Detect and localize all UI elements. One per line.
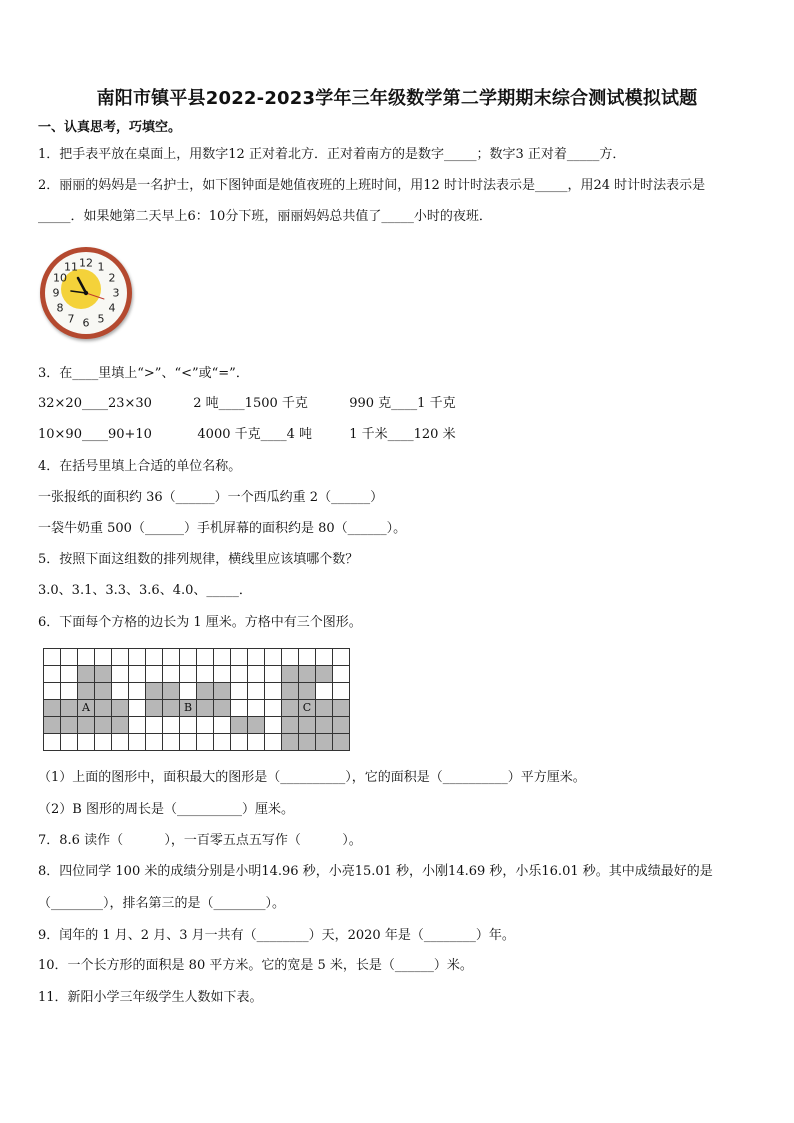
- grid-cell: [197, 666, 214, 683]
- clock-number: 12: [79, 256, 93, 270]
- grid-cell: [333, 717, 350, 734]
- grid-cell: [248, 649, 265, 666]
- grid-cell: [265, 666, 282, 683]
- grid-cell: [197, 649, 214, 666]
- clock-number: 11: [64, 260, 78, 274]
- grid-cell: [163, 734, 180, 751]
- grid-cell: [333, 683, 350, 700]
- grid-cell: [44, 700, 61, 717]
- clock-number: 6: [82, 316, 90, 330]
- grid-cell: [231, 717, 248, 734]
- grid-cell: [282, 649, 299, 666]
- question-6-part2: （2）B 图形的周长是（__________）厘米。: [38, 802, 294, 817]
- question-5-sequence: 3.0、3.1、3.3、3.6、4.0、_____．: [38, 583, 252, 598]
- grid-cell: [265, 683, 282, 700]
- grid-cell: [316, 649, 333, 666]
- question-2-cont: _____．如果她第二天早上6：10分下班，丽丽妈妈总共值了_____小时的夜班．: [38, 209, 492, 224]
- question-4-row1: 一张报纸的面积约 36（______）一个西瓜约重 2（______）: [38, 490, 384, 505]
- grid-cell: [95, 700, 112, 717]
- grid-cell: [129, 734, 146, 751]
- clock-number: 8: [56, 301, 64, 315]
- grid-cell: [44, 649, 61, 666]
- grid-cell: [78, 649, 95, 666]
- grid-cell: [214, 666, 231, 683]
- grid-cell: [265, 734, 282, 751]
- grid-cell: [146, 700, 163, 717]
- grid-cell: [78, 717, 95, 734]
- question-3-row2: 10×90____90+10 4000 千克____4 吨 1 千米____120 米: [38, 427, 456, 442]
- clock-number: 2: [108, 271, 116, 285]
- grid-cell: [61, 700, 78, 717]
- shape-label-c: C: [299, 700, 316, 717]
- grid-cell: [95, 666, 112, 683]
- grid-cell: [248, 666, 265, 683]
- question-2: 2．丽丽的妈妈是一名护士，如下图钟面是她值夜班的上班时间，用12 时计时法表示是_____，用24 时计时法表示是: [38, 178, 706, 193]
- grid-cell: [316, 734, 333, 751]
- grid-cell: [112, 734, 129, 751]
- grid-cell: [231, 666, 248, 683]
- question-11: 11．新阳小学三年级学生人数如下表。: [38, 990, 263, 1005]
- grid-cell: [299, 717, 316, 734]
- clock-number: 1: [97, 260, 105, 274]
- grid-cell: [265, 717, 282, 734]
- grid-cell: [316, 717, 333, 734]
- grid-cell: [61, 649, 78, 666]
- grid-cell: [61, 666, 78, 683]
- question-3-row1: 32×20____23×30 2 吨____1500 千克 990 克____1 千克: [38, 396, 456, 411]
- grid-cell: [231, 649, 248, 666]
- grid-cell: [248, 700, 265, 717]
- question-5: 5．按照下面这组数的排列规律，横线里应该填哪个数？: [38, 552, 359, 567]
- grid-cell: [231, 683, 248, 700]
- grid-cell: [129, 683, 146, 700]
- grid-cell: [282, 683, 299, 700]
- grid-cell: [231, 734, 248, 751]
- section-heading: 一、认真思考，巧填空。: [38, 120, 182, 135]
- grid-cell: [146, 649, 163, 666]
- question-8: 8．四位同学 100 米的成绩分别是小明14.96 秒，小亮15.01 秒，小刚14.69 秒，小乐16.01 秒。其中成绩最好的是: [38, 864, 713, 879]
- grid-cell: [180, 649, 197, 666]
- grid-cell: [231, 700, 248, 717]
- grid-cell: [180, 683, 197, 700]
- question-6: 6．下面每个方格的边长为 1 厘米。方格中有三个图形。: [38, 615, 362, 630]
- grid-cell: [112, 700, 129, 717]
- clock-number: 4: [108, 301, 116, 315]
- grid-cell: [112, 666, 129, 683]
- grid-cell: [333, 666, 350, 683]
- grid-cell: [146, 734, 163, 751]
- question-4: 4．在括号里填上合适的单位名称。: [38, 459, 242, 474]
- grid-cell: [78, 666, 95, 683]
- question-8-cont: （________），排名第三的是（________）。: [38, 896, 286, 911]
- clock-number: 5: [97, 312, 105, 326]
- grid-cell: [333, 649, 350, 666]
- grid-cell: [197, 683, 214, 700]
- grid-cell: [197, 700, 214, 717]
- grid-cell: [214, 734, 231, 751]
- grid-cell: [61, 717, 78, 734]
- clock-hands: [40, 247, 132, 339]
- grid-cell: [44, 734, 61, 751]
- question-1: 1．把手表平放在桌面上，用数字12 正对着北方．正对着南方的是数字_____；数字3 正对着_____方．: [38, 147, 626, 162]
- grid-cell: [282, 717, 299, 734]
- grid-cell: [333, 700, 350, 717]
- grid-cell: [163, 683, 180, 700]
- grid-cell: [78, 734, 95, 751]
- grid-cell: [44, 717, 61, 734]
- grid-cell: [112, 717, 129, 734]
- grid-cell: [282, 700, 299, 717]
- grid-cell: [316, 683, 333, 700]
- grid-cell: [163, 666, 180, 683]
- grid-cell: [180, 717, 197, 734]
- grid-cell: [44, 666, 61, 683]
- grid-cell: [299, 734, 316, 751]
- question-7: 7．8.6 读作（ ），一百零五点五写作（ ）。: [38, 833, 362, 848]
- clock-number: 7: [67, 312, 75, 326]
- grid-cell: [214, 683, 231, 700]
- grid-cell: [146, 683, 163, 700]
- grid-cell: [112, 649, 129, 666]
- grid-cell: [129, 700, 146, 717]
- grid-cell: [197, 734, 214, 751]
- grid-cell: [299, 683, 316, 700]
- grid-cell: [282, 666, 299, 683]
- question-4-row2: 一袋牛奶重 500（______）手机屏幕的面积约是 80（______）。: [38, 521, 407, 536]
- grid-cell: [163, 649, 180, 666]
- grid-cell: [129, 717, 146, 734]
- grid-cell: [316, 666, 333, 683]
- page-title: 南阳市镇平县2022-2023学年三年级数学第二学期期末综合测试模拟试题: [96, 88, 698, 109]
- grid-cell: [44, 683, 61, 700]
- grid-cell: [95, 683, 112, 700]
- grid-cell: [146, 666, 163, 683]
- grid-cell: [197, 717, 214, 734]
- grid-cell: [95, 649, 112, 666]
- grid-cell: [265, 700, 282, 717]
- grid-cell: [248, 717, 265, 734]
- grid-cell: [146, 717, 163, 734]
- grid-cell: [265, 649, 282, 666]
- grid-cell: [248, 683, 265, 700]
- grid-cell: [129, 666, 146, 683]
- grid-cell: [112, 683, 129, 700]
- shape-label-a: A: [78, 700, 95, 717]
- grid-cell: [248, 734, 265, 751]
- grid-cell: [78, 683, 95, 700]
- grid-cell: [299, 666, 316, 683]
- grid-cell: [214, 700, 231, 717]
- grid-cell: [163, 717, 180, 734]
- grid-cell: [333, 734, 350, 751]
- grid-cell: [129, 649, 146, 666]
- clock-number: 10: [53, 271, 68, 285]
- grid-cell: [61, 734, 78, 751]
- grid-cell: [180, 666, 197, 683]
- question-9: 9．闰年的 1 月、2 月、3 月一共有（________）天，2020 年是（________）年。: [38, 928, 515, 943]
- grid-cell: [214, 717, 231, 734]
- grid-cell: [163, 700, 180, 717]
- grid-cell: [95, 717, 112, 734]
- question-3: 3．在____里填上“>”、“<”或“=”．: [38, 366, 249, 381]
- question-10: 10．一个长方形的面积是 80 平方米。它的宽是 5 米，长是（______）米。: [38, 958, 473, 973]
- grid-cell: [282, 734, 299, 751]
- square-grid: [43, 648, 350, 751]
- question-6-part1: （1）上面的图形中，面积最大的图形是（__________），它的面积是（__________）平方厘米。: [38, 770, 586, 785]
- grid-cell: [214, 649, 231, 666]
- clock-number: 3: [112, 286, 120, 300]
- grid-cell: [95, 734, 112, 751]
- grid-cell: [180, 734, 197, 751]
- shape-label-b: B: [180, 700, 197, 717]
- clock-number: 9: [52, 286, 60, 300]
- clock-image: [40, 247, 132, 339]
- grid-cell: [299, 649, 316, 666]
- grid-cell: [61, 683, 78, 700]
- grid-cell: [316, 700, 333, 717]
